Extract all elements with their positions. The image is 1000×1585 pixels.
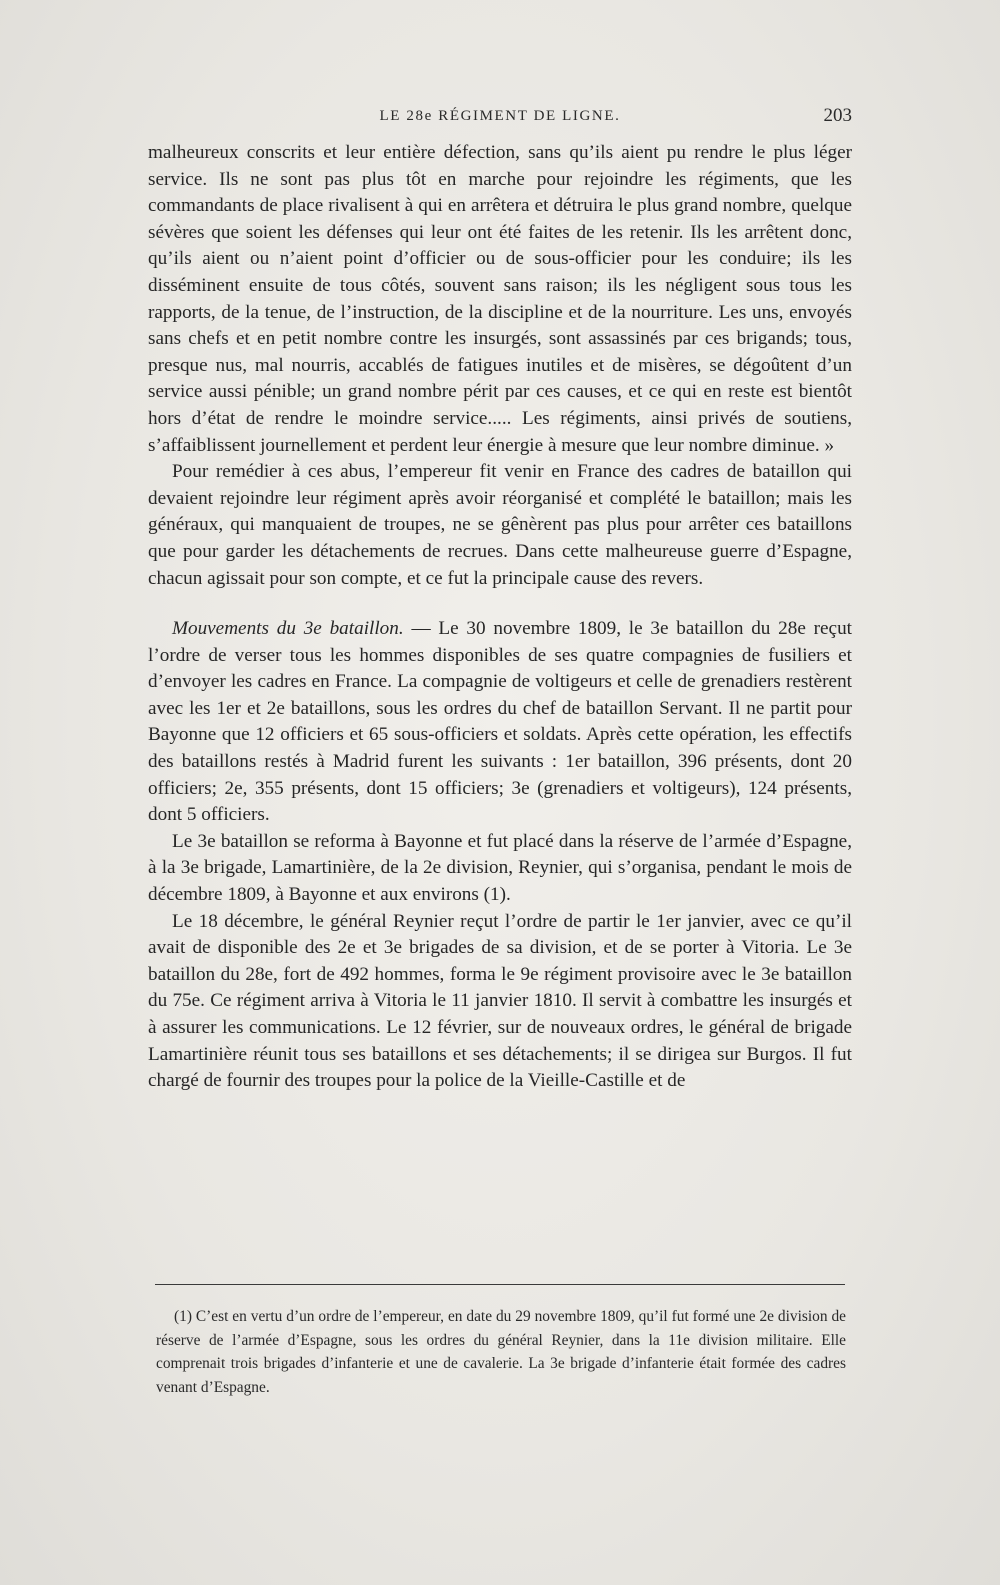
body-text <box>148 140 852 1095</box>
section-paragraph <box>148 616 852 829</box>
paragraph: Le 18 décembre, le général Reynier reçut l’ordre de partir le 1er janvier, avec ce qu’il avait de disponible des 2e et 3e brigades de sa division, et de se porter à Vitoria. Le 3e bataillon du 28e, fort de 492 hommes, forma le 9e régiment provisoire avec le 3e bataillon du 75e. Ce régiment arriva à Vitoria le 11 janvier 1810. Il servit à combattre les insurgés et à assurer les communications. Le 12 février, sur de nouveaux ordres, le général de brigade Lamartinière réunit tous ses bataillons et ses détachements; il se dirigea sur Burgos. Il fut chargé de fournir des troupes pour la police de la Vieille-Castille et de <box>148 910 852 1092</box>
section-heading: Mouvements du 3e bataillon. <box>172 618 404 640</box>
paragraph: Le 3e bataillon se reforma à Bayonne et fut placé dans la réserve de l’armée d’Espagne, à la 3e brigade, Lamartinière, de la 2e division, Reynier, qui s’organisa, pendant le mois de décembre 1809, à Bayonne et aux environs (1). <box>148 830 852 906</box>
page-number: 203 <box>823 105 852 126</box>
running-head <box>148 104 852 134</box>
footnote-text: (1) C’est en vertu d’un ordre de l’empereur, en date du 29 novembre 1809, qu’il fut formé une 2e division de réserve de l’armée d’Espagne, sous les ordres du général Reynier, dans la 11e division militaire. Elle comprenait trois brigades d’infanterie et une de cavalerie. La 3e brigade d’infanterie était formée des cadres venant d’Espagne. <box>156 1308 846 1396</box>
footnote-rule <box>155 1284 845 1285</box>
footnote <box>156 1305 846 1399</box>
running-title: LE 28e RÉGIMENT DE LIGNE. <box>379 108 621 124</box>
section-text: — Le 30 novembre 1809, le 3e bataillon du 28e reçut l’ordre de verser tous les hommes disponibles de ses quatre compagnies de fusiliers et d’envoyer les cadres en France. La compagnie de voltigeurs et celle de grenadiers restèrent avec les 1er et 2e bataillons, sous les ordres du chef de bataillon Servant. Il ne partit pour Bayonne que 12 officiers et 65 sous-officiers et soldats. Après cette opération, les effectifs des bataillons restés à Madrid furent les suivants : 1er bataillon, 396 présents, dont 20 officiers; 2e, 355 présents, dont 15 officiers; 3e (grenadiers et voltigeurs), 124 présents, dont 5 officiers. <box>148 618 852 826</box>
paragraph: Pour remédier à ces abus, l’empereur fit venir en France des cadres de bataillon qui devaient rejoindre leur régiment après avoir réorganisé et complété le bataillon; mais les généraux, qui manquaient de troupes, ne se gênèrent pas plus pour arrêter ces bataillons que pour garder les détachements de recrues. Dans cette malheureuse guerre d’Espagne, chacun agissait pour son compte, et ce fut la principale cause des revers. <box>148 461 852 589</box>
paragraph: malheureux conscrits et leur entière défection, sans qu’ils aient pu rendre le plus léger service. Ils ne sont pas plus tôt en marche pour rejoindre les régiments, que les commandants de place rivalisent à qui en arrêtera et détruira le plus grand nombre, quelque sévères que soient les défenses qui leur ont été faites de les retenir. Ils les arrêtent donc, qu’ils aient ou n’aient point d’officier ou de sous-officier pour les conduire; ils les disséminent ensuite de tous côtés, souvent sans raison; ils les négligent sous tous les rapports, de la tenue, de l’instruction, de la discipline et de la nourriture. Les uns, envoyés sans chefs et en petit nombre contre les insurgés, sont assassinés par ces brigands; tous, presque nus, mal nourris, accablés de fatigues inutiles et de misères, se dégoûtent d’un service aussi pénible; un grand nombre périt par ces causes, et ce qui en reste est bientôt hors d’état de rendre le moindre service..... Les régiments, ainsi privés de soutiens, s’affaiblissent journellement et perdent leur énergie à mesure que leur nombre diminue. » <box>148 142 852 456</box>
